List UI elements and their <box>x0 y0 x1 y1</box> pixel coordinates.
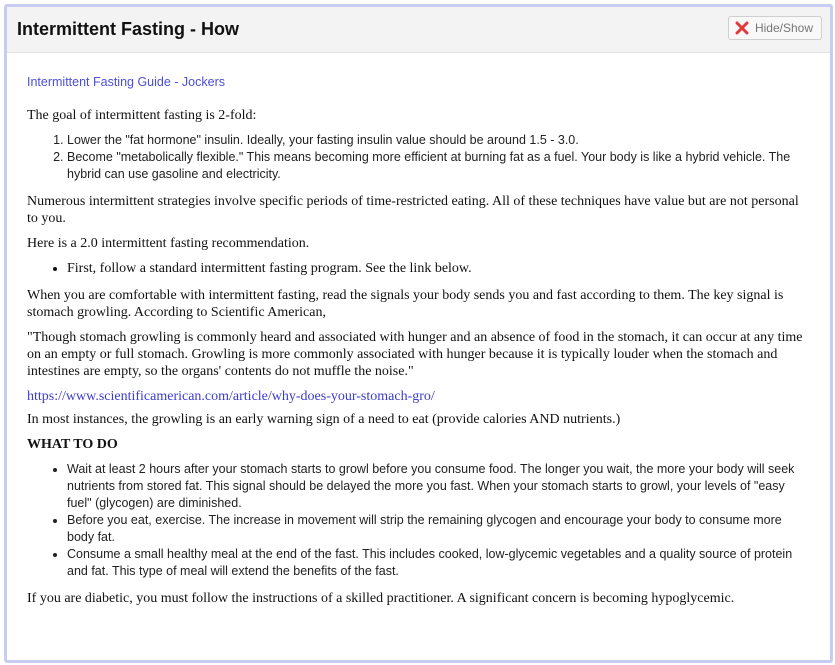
list-item: • First, follow a standard intermittent fasting program. See the link below. <box>67 260 810 277</box>
recommendation-paragraph: Here is a 2.0 intermittent fasting recommendation. <box>27 236 310 251</box>
source-paragraph <box>27 388 810 405</box>
goals-list <box>27 132 810 183</box>
panel-header <box>7 7 830 53</box>
hide-show-label: Hide/Show <box>754 21 813 35</box>
close-x-icon <box>735 21 749 35</box>
page-title: Intermittent Fasting - How <box>17 19 239 39</box>
diabetic-paragraph: If you are diabetic, you must follow the instructions of a skilled practitioner. A significant concern is becoming hypoglycemic. <box>27 591 735 606</box>
hide-show-button[interactable] <box>728 16 822 40</box>
panel-content <box>7 53 830 607</box>
quote-paragraph: "Though stomach growling is commonly heard and associated with hunger and an absence of food in the stomach, it can occur at any time on an empty or full stomach. Growling is more commonly associated with hunger because it is typically louder when the stomach and intestines are empty, so the organs' contents do not muffle the noise." <box>27 330 803 379</box>
panel <box>4 4 833 663</box>
what-to-do-heading: WHAT TO DO <box>27 437 118 452</box>
guide-link[interactable]: Intermittent Fasting Guide - Jockers <box>27 75 225 89</box>
intro-paragraph: The goal of intermittent fasting is 2-fold: <box>27 108 257 123</box>
list-item: • Consume a small healthy meal at the end of the fast. This includes cooked, low-glycemic vegetables and a quality source of protein and fat. This type of meal will extend the benefits of the fast. <box>67 546 810 580</box>
comfortable-paragraph: When you are comfortable with intermittent fasting, read the signals your body sends you and fast according to them. The key signal is stomach growling. According to Scientific American, <box>27 288 784 320</box>
first-step-list <box>27 260 810 277</box>
list-item: • Wait at least 2 hours after your stomach starts to growl before you consume food. The longer you wait, the more your body will seek nutrients from stored fat. This signal should be delayed the more you fast. When your stomach starts to growl, your levels of "easy fuel" (glycogen) are diminished. <box>67 461 810 512</box>
source-link[interactable]: https://www.scientificamerican.com/article/why-does-your-stomach-gro/ <box>27 389 435 404</box>
warning-paragraph: In most instances, the growling is an early warning sign of a need to eat (provide calories AND nutrients.) <box>27 412 621 427</box>
list-item: 1. Lower the "fat hormone" insulin. Ideally, your fasting insulin value should be around 1.5 - 3.0. <box>67 132 810 149</box>
strategies-paragraph: Numerous intermittent strategies involve specific periods of time-restricted eating. All of these techniques have value but are not personal to you. <box>27 194 799 226</box>
what-to-do-list <box>27 461 810 580</box>
list-item: 2. Become "metabolically flexible." This means becoming more efficient at burning fat as a fuel. Your body is like a hybrid vehicle. The hybrid can use gasoline and electricity. <box>67 149 810 183</box>
list-item: • Before you eat, exercise. The increase in movement will strip the remaining glycogen and encourage your body to consume more body fat. <box>67 512 810 546</box>
